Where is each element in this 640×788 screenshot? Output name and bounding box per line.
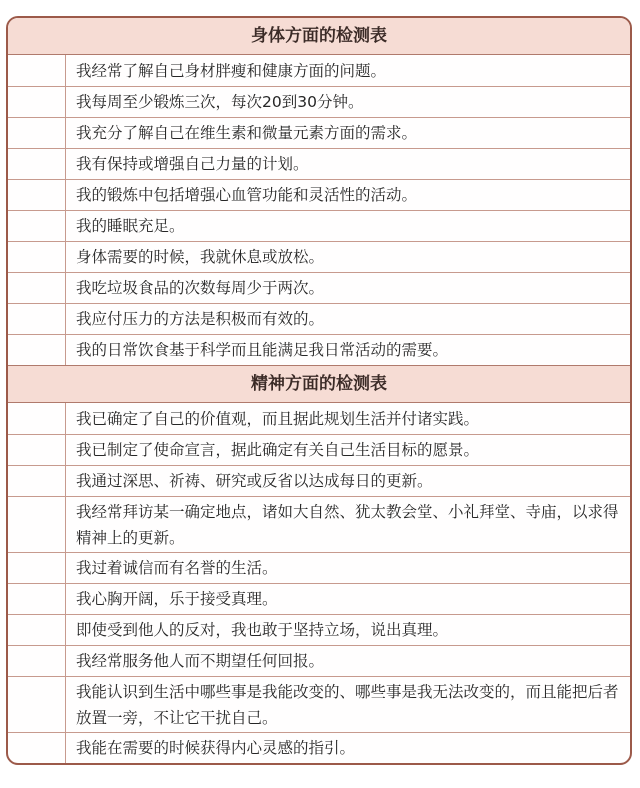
check-cell[interactable] (8, 242, 66, 272)
table-row (8, 676, 630, 732)
check-cell[interactable] (8, 466, 66, 496)
item-text: 我有保持或增强自己力量的计划。 (76, 155, 309, 173)
table-row (8, 86, 630, 117)
table-row (8, 179, 630, 210)
table-row (8, 55, 630, 86)
table-row (8, 148, 630, 179)
table-row (8, 465, 630, 496)
table-row (8, 334, 630, 365)
check-cell[interactable] (8, 403, 66, 434)
item-text: 我经常服务他人而不期望任何回报。 (76, 652, 325, 670)
table-row (8, 645, 630, 676)
item-text: 我的日常饮食基于科学而且能满足我日常活动的需要。 (76, 341, 449, 359)
table-row (8, 434, 630, 465)
item-text: 我能认识到生活中哪些事是我能改变的、哪些事是我无法改变的，而且能把后者放置一旁，不让它干扰自己。 (76, 682, 619, 727)
check-cell[interactable] (8, 497, 66, 552)
check-cell[interactable] (8, 149, 66, 179)
table-row (8, 403, 630, 434)
check-cell[interactable] (8, 118, 66, 148)
check-cell[interactable] (8, 584, 66, 614)
item-text: 我经常拜访某一确定地点，诸如大自然、犹太教会堂、小礼拜堂、寺庙，以求得精神上的更新。 (76, 502, 619, 547)
item-text: 我每周至少锻炼三次，每次20到30分钟。 (76, 93, 364, 111)
check-cell[interactable] (8, 304, 66, 334)
check-cell[interactable] (8, 180, 66, 210)
table-row (8, 496, 630, 552)
check-cell[interactable] (8, 553, 66, 583)
check-cell[interactable] (8, 273, 66, 303)
item-text: 我心胸开阔，乐于接受真理。 (76, 590, 278, 608)
item-text: 我过着诚信而有名誉的生活。 (76, 559, 278, 577)
check-cell[interactable] (8, 677, 66, 732)
table-row (8, 552, 630, 583)
item-text: 即使受到他人的反对，我也敢于坚持立场，说出真理。 (76, 621, 449, 639)
check-cell[interactable] (8, 211, 66, 241)
physical-section-title: 身体方面的检测表 (8, 18, 630, 55)
item-text: 我已制定了使命宣言，据此确定有关自己生活目标的愿景。 (76, 441, 480, 459)
item-text: 我充分了解自己在维生素和微量元素方面的需求。 (76, 124, 418, 142)
item-text: 我的锻炼中包括增强心血管功能和灵活性的活动。 (76, 186, 418, 204)
check-cell[interactable] (8, 335, 66, 365)
table-row (8, 210, 630, 241)
check-cell[interactable] (8, 646, 66, 676)
table-row (8, 272, 630, 303)
item-text: 我通过深思、祈祷、研究或反省以达成每日的更新。 (76, 472, 433, 490)
table-row (8, 583, 630, 614)
check-cell[interactable] (8, 55, 66, 86)
check-cell[interactable] (8, 733, 66, 763)
item-text: 身体需要的时候，我就休息或放松。 (76, 248, 325, 266)
item-text: 我的睡眠充足。 (76, 217, 185, 235)
item-text: 我应付压力的方法是积极而有效的。 (76, 310, 325, 328)
check-cell[interactable] (8, 615, 66, 645)
checklist-table (6, 16, 632, 765)
table-row (8, 117, 630, 148)
item-text: 我能在需要的时候获得内心灵感的指引。 (76, 739, 356, 757)
table-row (8, 303, 630, 334)
check-cell[interactable] (8, 87, 66, 117)
item-text: 我经常了解自己身材胖瘦和健康方面的问题。 (76, 61, 387, 80)
table-row (8, 241, 630, 272)
item-text: 我已确定了自己的价值观，而且据此规划生活并付诸实践。 (76, 409, 480, 428)
table-row (8, 732, 630, 763)
item-text: 我吃垃圾食品的次数每周少于两次。 (76, 279, 325, 297)
spiritual-section-title: 精神方面的检测表 (8, 365, 630, 403)
check-cell[interactable] (8, 435, 66, 465)
table-row (8, 614, 630, 645)
